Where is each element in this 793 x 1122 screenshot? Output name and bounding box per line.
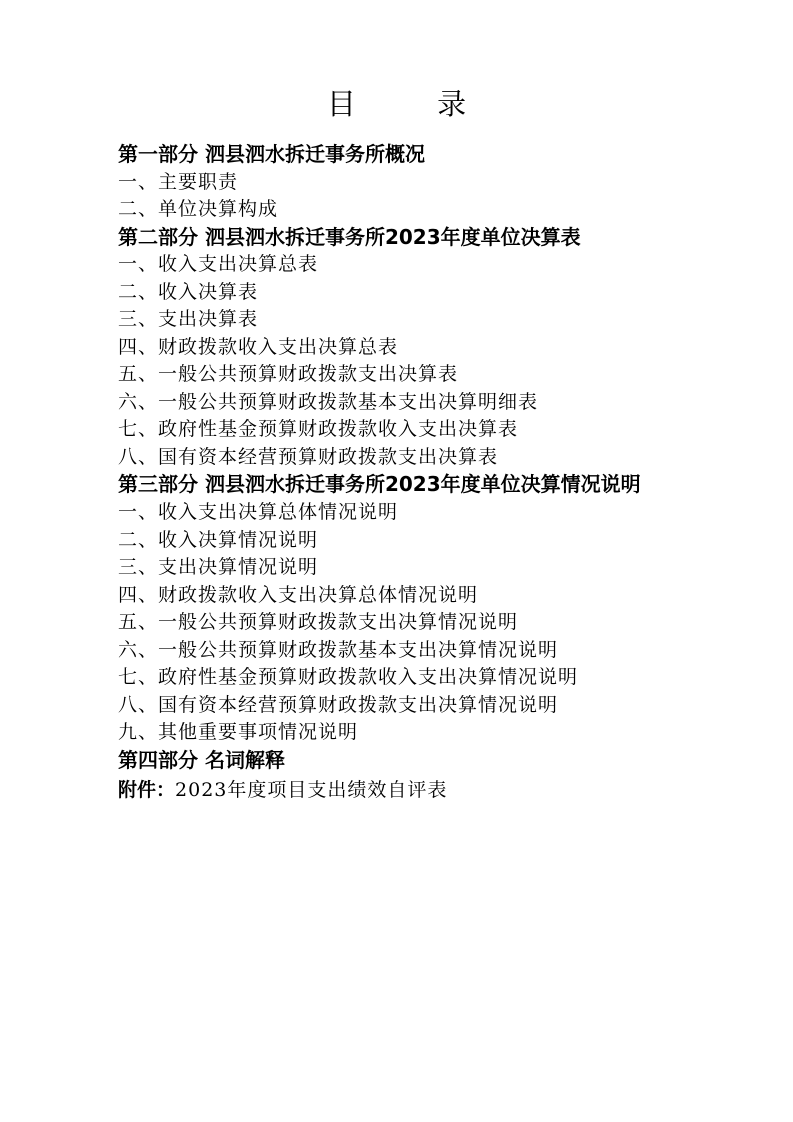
attachment-label: 附件： (118, 779, 176, 801)
toc-item: 八、国有资本经营预算财政拨款支出决算情况说明 (118, 693, 559, 716)
toc-item: 四、财政拨款收入支出决算总体情况说明 (118, 583, 479, 606)
part-3-heading: 第三部分 泗县泗水拆迁事务所2023年度单位决算情况说明 (118, 472, 641, 496)
toc-item: 七、政府性基金预算财政拨款收入支出决算情况说明 (118, 666, 579, 688)
toc-item: 一、主要职责 (118, 170, 239, 193)
part-2-heading: 第二部分 泗县泗水拆迁事务所2023年度单位决算表 (118, 224, 581, 249)
toc-item: 四、财政拨款收入支出决算总表 (118, 335, 399, 358)
part-1-heading: 第一部分 泗县泗水拆迁事务所概况 (118, 142, 425, 166)
toc-item: 一、收入支出决算总体情况说明 (118, 501, 399, 523)
toc-item: 五、一般公共预算财政拨款支出决算表 (118, 363, 459, 385)
attachment-text: 2023年度项目支出绩效自评表 (175, 779, 448, 801)
toc-item: 六、一般公共预算财政拨款基本支出决算明细表 (118, 390, 539, 413)
toc-item: 七、政府性基金预算财政拨款收入支出决算表 (118, 418, 519, 440)
toc-item: 二、收入决算表 (118, 280, 259, 303)
toc-item: 二、单位决算构成 (118, 198, 279, 220)
toc-item: 二、收入决算情况说明 (118, 528, 319, 551)
page-title: 目 录 (326, 87, 503, 121)
toc-item: 三、支出决算表 (118, 308, 259, 330)
toc-item: 八、国有资本经营预算财政拨款支出决算表 (118, 445, 499, 468)
toc-item: 五、一般公共预算财政拨款支出决算情况说明 (118, 611, 519, 633)
table-of-contents (118, 141, 678, 805)
toc-item: 一、收入支出决算总表 (118, 253, 319, 275)
part-4-heading: 第四部分 名词解释 (118, 747, 285, 772)
toc-item: 六、一般公共预算财政拨款基本支出决算情况说明 (118, 638, 559, 661)
toc-item: 三、支出决算情况说明 (118, 556, 319, 578)
attachment-line (118, 777, 678, 805)
toc-item: 九、其他重要事项情况说明 (118, 721, 359, 743)
